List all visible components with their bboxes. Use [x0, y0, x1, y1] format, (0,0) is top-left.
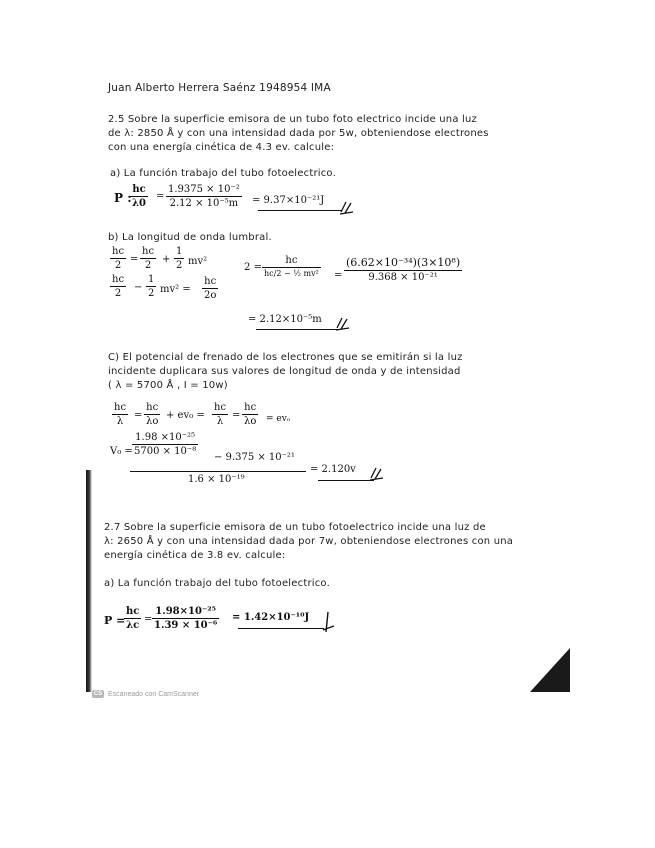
p25-part-c-line3: ( λ = 5700 Å , I = 10w): [108, 380, 228, 391]
scan-shadow-corner: [530, 648, 570, 692]
p27-a-frac2-num: 1.98×10⁻²⁵: [155, 606, 216, 617]
p25-c-outer-den: 1.6 × 10⁻¹⁹: [188, 474, 245, 485]
p25-statement-line3: con una energía cinética de 4.3 ev. calcule:: [108, 142, 335, 153]
p25-b-frac4: [110, 274, 126, 299]
p25-b-big-frac: [344, 256, 462, 283]
p25-c-frac1-num: hc: [114, 402, 127, 413]
p25-a-check-mark: [340, 200, 354, 216]
p27-a-lhs: P =: [104, 614, 126, 627]
p25-c-frac1: [112, 402, 128, 427]
p25-b-big-den: 9.368 × 10⁻²¹: [368, 272, 438, 283]
p25-b-z-eq: =: [334, 270, 343, 281]
camscanner-logo-icon: CS: [93, 691, 103, 697]
p25-c-plus-ev0: + ev₀ =: [166, 410, 205, 421]
p25-c-frac3: [212, 402, 228, 427]
p25-c-result: = 2.120v: [310, 464, 356, 475]
p25-part-c-line1: C) El potencial de frenado de los electrones que se emitirán si la luz: [108, 352, 463, 363]
p25-b-frac1-den: 2: [114, 260, 122, 271]
p25-c-v0-lhs: V₀ =: [110, 446, 133, 457]
p25-b-big-num: (6.62×10⁻³⁴)(3×10⁸): [346, 256, 461, 269]
p25-c-frac3-den: λ: [216, 416, 224, 427]
p25-c-frac1-den: λ: [116, 416, 124, 427]
p25-statement-line2: de λ: 2850 Å y con una intensidad dada por 5w, obteniendose electrones: [108, 128, 489, 139]
p25-b-frac2-den: 2: [144, 260, 152, 271]
p25-a-frac1-num: hc: [132, 184, 146, 195]
p25-b-frac3: [174, 246, 184, 271]
p27-a-eq: =: [144, 614, 153, 625]
p25-c-inner-num: 1.98 ×10⁻²⁵: [135, 432, 196, 443]
p25-c-inner-frac: [132, 432, 198, 457]
p25-b-check-mark: [336, 316, 350, 332]
p25-c-ev0-tail: = evₒ: [266, 414, 291, 424]
p25-a-frac2-den: 2.12 × 10⁻⁵m: [169, 198, 239, 209]
p25-b-frac3-num: 1: [176, 246, 183, 257]
p25-a-frac-hc-lambda: [130, 184, 148, 209]
p25-b-frac6-num: hc: [204, 276, 217, 287]
p25-c-frac4-den: λo: [244, 416, 257, 427]
p25-c-frac2: [144, 402, 160, 427]
p25-b-frac1-num: hc: [112, 246, 125, 257]
p25-c-eq2: =: [232, 410, 241, 421]
p25-b-frac4-den: 2: [114, 288, 122, 299]
p25-c-frac3-num: hc: [214, 402, 227, 413]
p25-part-a-label: a) La función trabajo del tubo fotoelectrico.: [110, 168, 336, 179]
p25-c-inner-den: 5700 × 10⁻⁸: [134, 446, 197, 457]
p27-a-frac-values: [152, 606, 219, 631]
p25-c-minus-term: − 9.375 × 10⁻²¹: [214, 452, 295, 463]
p25-b-minus: −: [134, 282, 143, 293]
scan-shadow-edge: [86, 470, 92, 692]
p27-a-frac2-den: 1.39 × 10⁻⁶: [154, 620, 218, 631]
p25-a-result-underline: [258, 210, 342, 211]
p25-b-frac3-den: 2: [176, 260, 183, 271]
p25-c-frac2-num: hc: [146, 402, 159, 413]
p27-statement-line2: λ: 2650 Å y con una intensidad dada por 7w, obteniendose electrones con una: [104, 536, 514, 547]
p25-a-frac1-den: λ0: [132, 198, 146, 209]
p25-b-result: = 2.12×10⁻⁵m: [248, 314, 322, 325]
p25-b-plus: +: [162, 254, 171, 265]
p25-b-z-den: hc/2 − ½ mv²: [264, 269, 319, 278]
p25-b-frac5-den: 2: [148, 288, 155, 299]
p25-a-eq: =: [156, 191, 165, 202]
p27-a-check-mark: [322, 612, 336, 636]
camscanner-text: Escaneado con CamScanner: [108, 690, 200, 698]
p25-b-mv-squared: mv²: [188, 256, 208, 267]
p25-c-frac4: [242, 402, 258, 427]
p25-b-frac5: [146, 274, 156, 299]
p25-b-frac4-num: hc: [112, 274, 125, 285]
camscanner-watermark: [92, 690, 199, 698]
p27-a-frac1-den: λc: [126, 620, 140, 631]
p25-part-c-line2: incidente duplicara sus valores de longitud de onda y de intensidad: [108, 366, 461, 377]
p25-c-frac2-den: λo: [146, 416, 159, 427]
p25-b-frac6-den: 2o: [204, 290, 217, 301]
p25-b-z-frac: [262, 255, 321, 278]
p25-b-mv-squared-eq: mv² =: [160, 284, 191, 295]
p25-b-frac1: [110, 246, 126, 271]
p27-a-frac-hc-lambda: [124, 606, 141, 631]
p25-c-main-fraction-bar: [130, 471, 306, 472]
p25-b-frac2: [140, 246, 156, 271]
p25-c-result-underline: [318, 480, 374, 481]
p25-b-frac2-num: hc: [142, 246, 155, 257]
p25-a-frac-values: [166, 184, 242, 209]
p25-b-result-underline: [256, 329, 340, 330]
p25-a-result: = 9.37×10⁻²¹J: [252, 195, 325, 206]
p25-c-frac4-num: hc: [244, 402, 257, 413]
p25-part-b-label: b) La longitud de onda lumbral.: [108, 232, 272, 243]
p27-statement-line3: energía cinética de 3.8 ev. calcule:: [104, 550, 286, 561]
p25-a-lhs: P :: [114, 191, 132, 205]
p25-statement-line1: 2.5 Sobre la superficie emisora de un tubo foto electrico incide una luz: [108, 114, 477, 125]
p25-b-frac6: [202, 276, 218, 301]
p27-a-result-underline: [238, 628, 324, 629]
p25-c-check-mark: [370, 466, 384, 482]
p25-b-frac5-num: 1: [148, 274, 155, 285]
p25-a-frac2-num: 1.9375 × 10⁻²: [168, 184, 240, 195]
p27-a-result: = 1.42×10⁻¹⁰J: [232, 612, 310, 623]
student-header: Juan Alberto Herrera Saénz 1948954 IMA: [108, 82, 331, 94]
p25-c-eq1: =: [134, 410, 143, 421]
p25-b-eq1: =: [130, 254, 139, 265]
p27-a-frac1-num: hc: [126, 606, 140, 617]
p27-statement-line1: 2.7 Sobre la superficie emisora de un tubo fotoelectrico incide una luz de: [104, 522, 486, 533]
p27-part-a-label: a) La función trabajo del tubo fotoelectrico.: [104, 578, 330, 589]
p25-b-z-num: hc: [285, 255, 298, 266]
p25-b-z-lhs: 2 =: [244, 262, 262, 273]
